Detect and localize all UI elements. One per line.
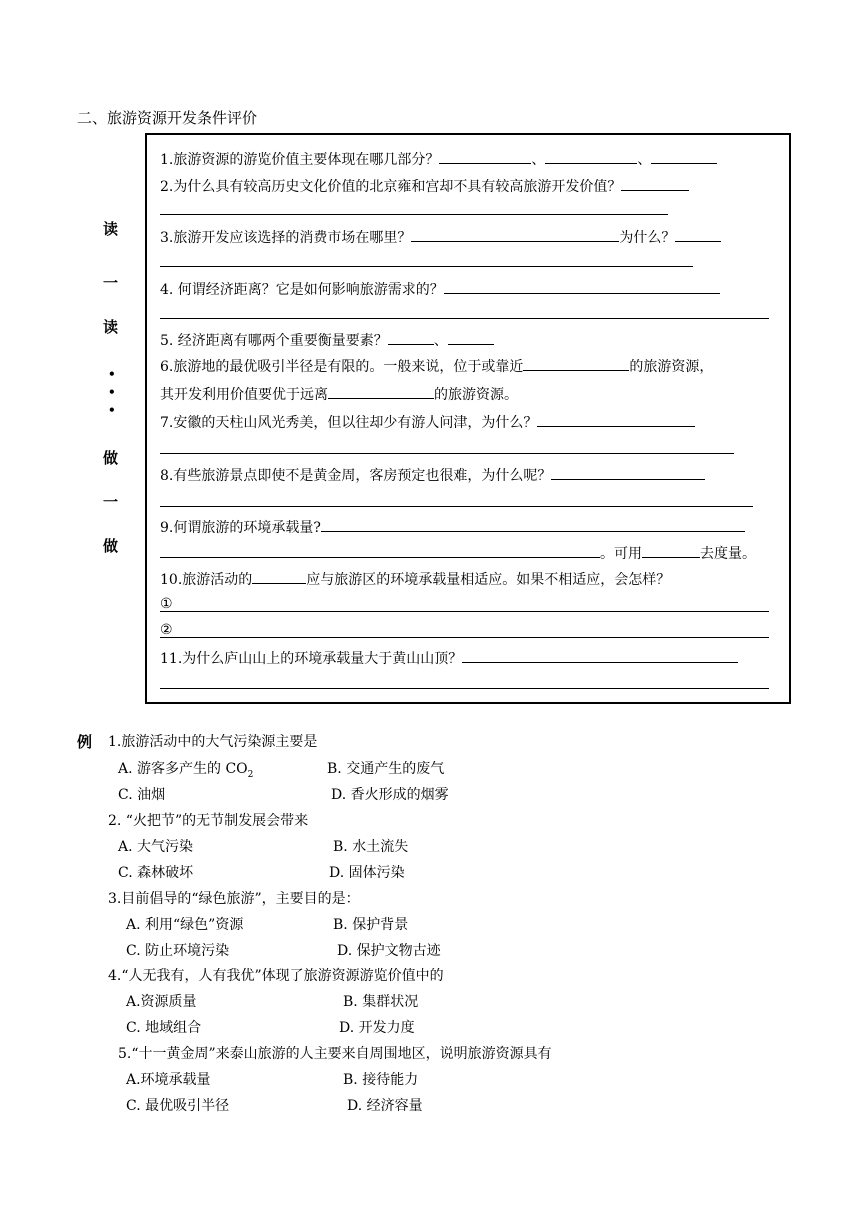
q4-line bbox=[160, 279, 720, 299]
q2-answer-line[interactable] bbox=[160, 214, 668, 215]
side-label-dot-2: • bbox=[108, 385, 116, 399]
q2-text: 2.为什么具有较高历史文化价值的北京雍和宫却不具有较高旅游开发价值？ bbox=[160, 179, 622, 195]
q1-text: 1.旅游资源的游览价值主要体现在哪几部分？ bbox=[160, 152, 440, 168]
q1-blank-1[interactable] bbox=[439, 149, 531, 164]
q9-text: 9.何谓旅游的环境承载量? bbox=[160, 520, 321, 536]
q7-answer-line[interactable] bbox=[160, 453, 734, 454]
ex2-option-a[interactable]: A. 大气污染 bbox=[118, 839, 194, 855]
q8-line bbox=[160, 465, 705, 485]
ex1-option-a-sub: 2 bbox=[247, 769, 254, 780]
q4-text: 4. 何谓经济距离？它是如何影响旅游需求的？ bbox=[160, 282, 444, 298]
side-label-dot-1: • bbox=[108, 367, 116, 381]
q5-blank-2[interactable] bbox=[448, 330, 494, 345]
ex2-option-b[interactable]: B. 水土流失 bbox=[333, 839, 409, 855]
q10-line bbox=[160, 569, 670, 589]
side-label-char-1: 读 bbox=[103, 220, 119, 238]
q7-text: 7.安徽的天柱山风光秀美，但以往却少有游人问津，为什么？ bbox=[160, 415, 538, 431]
q3-mid: 为什么？ bbox=[619, 230, 676, 246]
q9-blank-3[interactable] bbox=[642, 543, 700, 558]
q9-blank-2[interactable] bbox=[160, 543, 600, 558]
q10-text-b: 应与旅游区的环境承载量相适应。如果不相适应，会怎样？ bbox=[306, 572, 671, 588]
ex2-option-d[interactable]: D. 固体污染 bbox=[329, 865, 405, 881]
q6-blank-2[interactable] bbox=[328, 384, 434, 399]
q3-blank-2[interactable] bbox=[675, 227, 721, 242]
ex3-question: 3.目前倡导的“绿色旅游”，主要目的是： bbox=[108, 891, 360, 907]
ex1-option-b[interactable]: B. 交通产生的废气 bbox=[327, 761, 445, 777]
q9-end-a: 。可用 bbox=[600, 546, 642, 562]
ex3-option-b[interactable]: B. 保护背景 bbox=[333, 917, 409, 933]
example-label: 例 bbox=[77, 733, 93, 751]
q4-answer-line[interactable] bbox=[160, 318, 769, 319]
ex4-question: 4.“人无我有，人有我优”体现了旅游资源游览价值中的 bbox=[108, 968, 444, 984]
side-label-char-6: 做 bbox=[103, 537, 119, 555]
q8-text: 8.有些旅游景点即使不是黄金周，客房预定也很难，为什么呢？ bbox=[160, 468, 552, 484]
ex1-option-a[interactable] bbox=[118, 760, 253, 784]
side-label-char-5: 一 bbox=[103, 493, 119, 511]
ex5-option-c[interactable]: C. 最优吸引半径 bbox=[126, 1098, 230, 1114]
ex2-option-c[interactable]: C. 森林破坏 bbox=[118, 865, 194, 881]
q7-blank[interactable] bbox=[537, 412, 695, 427]
q9-line bbox=[160, 517, 745, 537]
q1-blank-3[interactable] bbox=[651, 149, 717, 164]
q10-item-1-line[interactable] bbox=[160, 611, 769, 612]
q10-item-1: ① bbox=[160, 596, 173, 612]
q11-text: 11.为什么庐山山上的环境承载量大于黄山山顶？ bbox=[160, 651, 463, 667]
ex4-option-d[interactable]: D. 开发力度 bbox=[339, 1020, 415, 1036]
ex1-option-d[interactable]: D. 香火形成的烟雾 bbox=[331, 787, 449, 803]
q9-blank-1[interactable] bbox=[321, 517, 745, 532]
q3-text: 3.旅游开发应该选择的消费市场在哪里？ bbox=[160, 230, 412, 246]
q10-item-2: ② bbox=[160, 622, 173, 638]
q11-answer-line[interactable] bbox=[160, 688, 769, 689]
q6-text-b: 的旅游资源， bbox=[629, 359, 714, 375]
q5-text: 5. 经济距离有哪两个重要衡量要素？ bbox=[160, 333, 388, 349]
q11-line bbox=[160, 648, 738, 668]
q11-blank[interactable] bbox=[462, 648, 738, 663]
q1-sep-2: 、 bbox=[637, 152, 652, 168]
q6-line-1 bbox=[160, 356, 713, 376]
ex3-option-c[interactable]: C. 防止环境污染 bbox=[126, 943, 230, 959]
q10-blank[interactable] bbox=[252, 569, 306, 584]
q8-answer-line[interactable] bbox=[160, 506, 753, 507]
q4-blank[interactable] bbox=[444, 279, 720, 294]
ex5-option-a[interactable]: A.环境承载量 bbox=[126, 1072, 211, 1088]
side-label-dot-3: • bbox=[108, 403, 116, 417]
q6-text-c: 其开发利用价值要优于远离 bbox=[160, 387, 328, 403]
q1-sep-1: 、 bbox=[531, 152, 546, 168]
side-label-char-2: 一 bbox=[103, 274, 119, 292]
q5-line bbox=[160, 330, 494, 350]
q5-blank-1[interactable] bbox=[388, 330, 434, 345]
q9-end-b: 去度量。 bbox=[700, 546, 756, 562]
q8-blank[interactable] bbox=[551, 465, 705, 480]
q2-blank[interactable] bbox=[621, 176, 689, 191]
q10-item-2-line[interactable] bbox=[160, 637, 769, 638]
q6-text-a: 6.旅游地的最优吸引半径是有限的。一般来说，位于或靠近 bbox=[160, 359, 524, 375]
q6-line-2 bbox=[160, 384, 518, 404]
q3-line bbox=[160, 227, 721, 247]
ex4-option-b[interactable]: B. 集群状况 bbox=[343, 994, 419, 1010]
q10-text-a: 10.旅游活动的 bbox=[160, 572, 253, 588]
ex1-question: 1.旅游活动中的大气污染源主要是 bbox=[108, 734, 318, 750]
q3-answer-line[interactable] bbox=[160, 266, 693, 267]
q2-line bbox=[160, 176, 689, 196]
ex2-question: 2. “火把节”的无节制发展会带来 bbox=[108, 813, 309, 829]
q1-blank-2[interactable] bbox=[545, 149, 637, 164]
ex5-option-d[interactable]: D. 经济容量 bbox=[347, 1098, 423, 1114]
side-label-char-4: 做 bbox=[103, 449, 119, 467]
ex5-option-b[interactable]: B. 接待能力 bbox=[343, 1072, 419, 1088]
ex1-option-a-text: A. 游客多产生的 CO bbox=[118, 761, 248, 777]
q3-blank-1[interactable] bbox=[411, 227, 619, 242]
ex1-option-c[interactable]: C. 油烟 bbox=[118, 787, 166, 803]
q9-line-2 bbox=[160, 543, 756, 563]
ex4-option-a[interactable]: A.资源质量 bbox=[126, 994, 197, 1010]
ex3-option-d[interactable]: D. 保护文物古迹 bbox=[337, 943, 441, 959]
q1-line bbox=[160, 149, 717, 169]
ex5-question: 5.“十一黄金周”来泰山旅游的人主要来自周围地区，说明旅游资源具有 bbox=[118, 1046, 552, 1062]
q7-line bbox=[160, 412, 695, 432]
ex4-option-c[interactable]: C. 地域组合 bbox=[126, 1020, 202, 1036]
q6-blank-1[interactable] bbox=[523, 356, 629, 371]
q5-sep: 、 bbox=[433, 333, 448, 349]
q6-text-d: 的旅游资源。 bbox=[434, 387, 518, 403]
side-label-char-3: 读 bbox=[103, 318, 119, 336]
ex3-option-a[interactable]: A. 利用“绿色”资源 bbox=[126, 917, 244, 933]
section-title: 二、旅游资源开发条件评价 bbox=[77, 109, 258, 127]
